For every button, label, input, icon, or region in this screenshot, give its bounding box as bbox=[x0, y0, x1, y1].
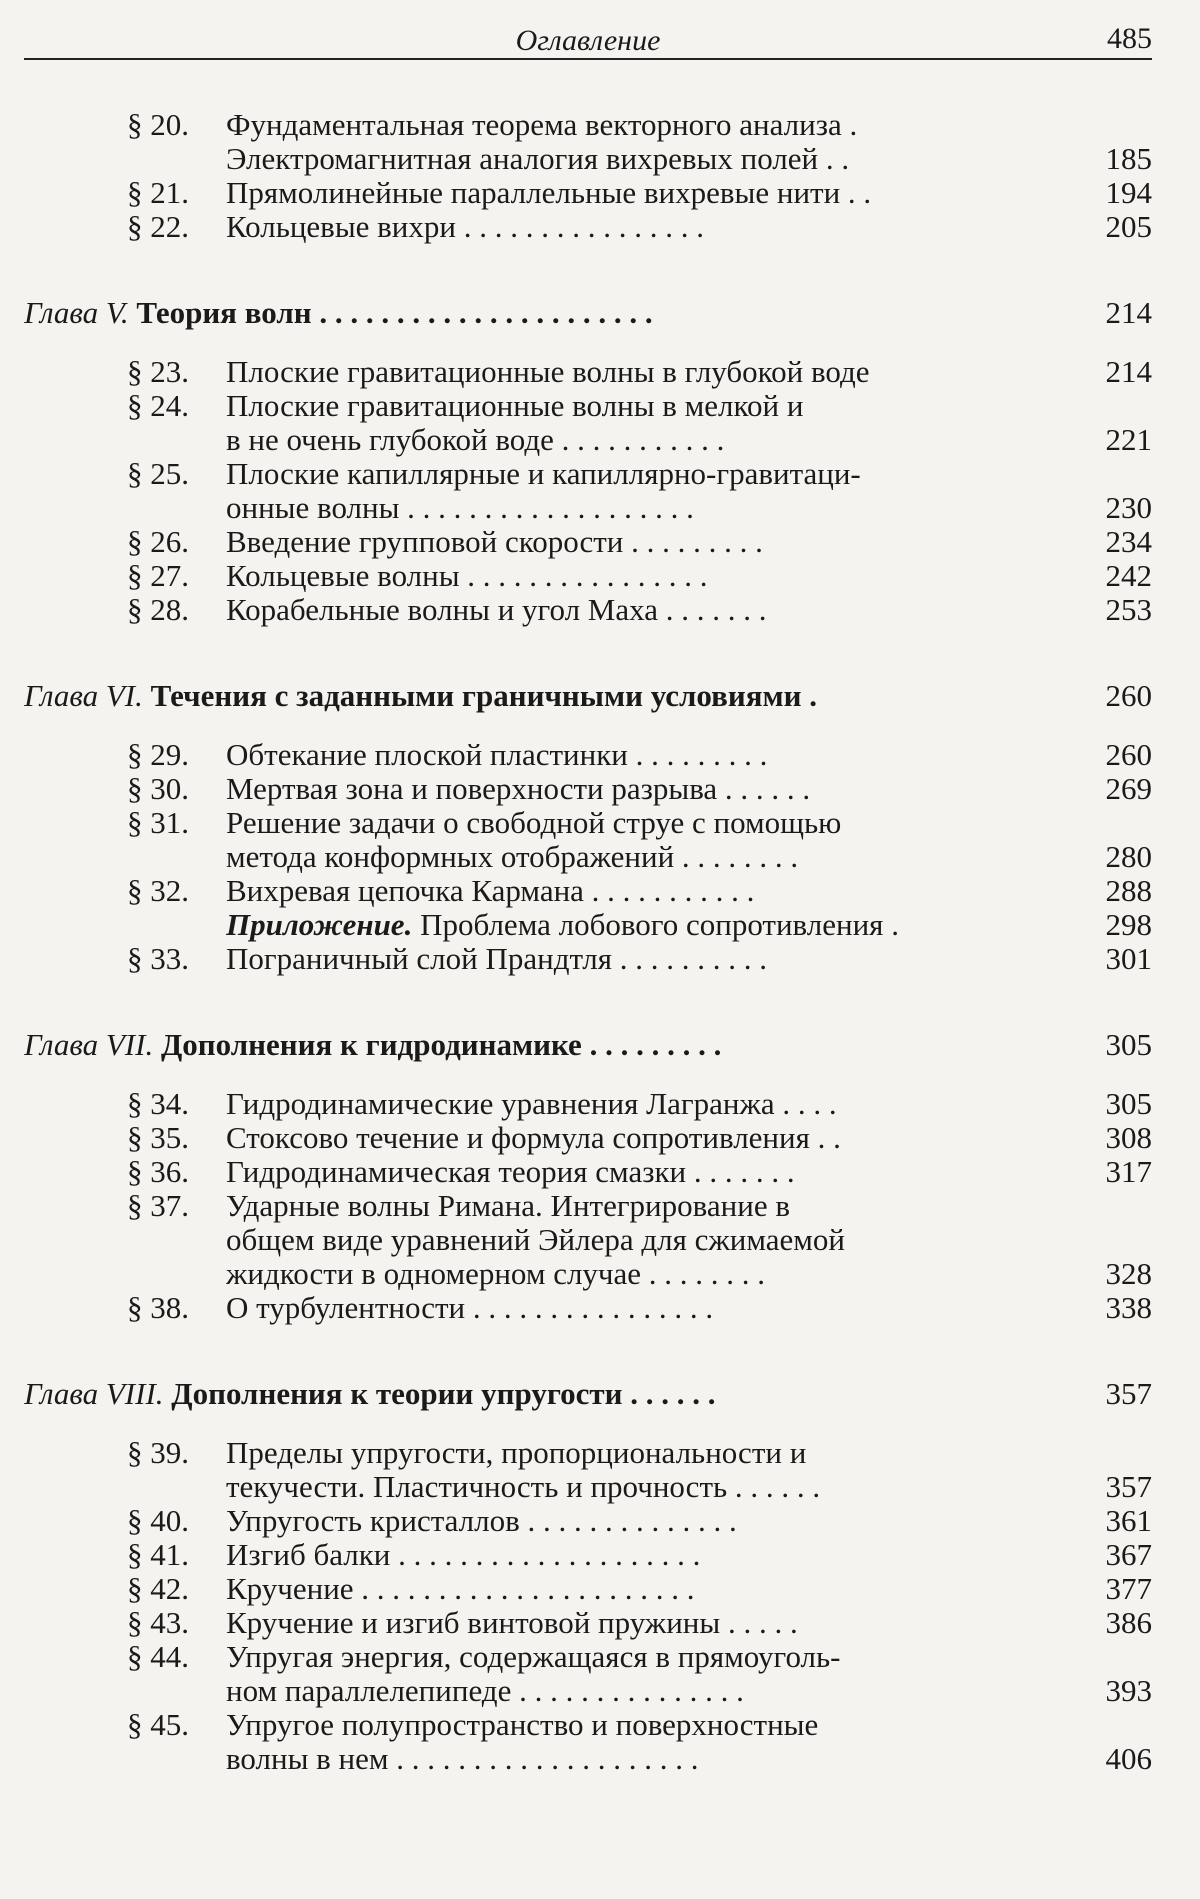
appendix-label: Приложение. bbox=[226, 908, 413, 942]
entry-title: Гидродинамическая теория смазки . . . . . . . bbox=[226, 1155, 795, 1189]
section-number: § 20. bbox=[127, 107, 189, 142]
entry-title: Гидродинамические уравнения Лагранжа . . . . bbox=[226, 1087, 837, 1121]
toc-section-row[interactable] bbox=[24, 1708, 1152, 1742]
entry-title: Пределы упругости, пропорциональности и bbox=[226, 1436, 807, 1470]
entry-title: метода конформных отображений . . . . . . . . bbox=[226, 840, 799, 874]
section-number: § 36. bbox=[127, 1154, 189, 1189]
section-number: § 25. bbox=[127, 456, 189, 491]
toc-section-row[interactable] bbox=[24, 806, 1152, 840]
entry-title: Вихревая цепочка Кармана . . . . . . . . . . . bbox=[226, 874, 755, 908]
toc-chapter-row[interactable] bbox=[24, 1028, 1152, 1062]
entry-title: Мертвая зона и поверхности разрыва . . . . . . bbox=[226, 772, 811, 806]
page-ref: 194 bbox=[1105, 175, 1152, 210]
spacer bbox=[24, 1325, 1152, 1377]
running-title: Оглавление bbox=[515, 24, 661, 57]
chapter-name: Дополнения к теории упругости . . . . . . bbox=[171, 1377, 716, 1411]
entry-title: Плоские капиллярные и капиллярно-гравитаци- bbox=[226, 457, 861, 491]
page-ref: 377 bbox=[1105, 1571, 1152, 1606]
toc-continuation-row[interactable] bbox=[24, 1257, 1152, 1291]
section-number: § 33. bbox=[127, 941, 189, 976]
spacer bbox=[24, 976, 1152, 1028]
page-ref: 305 bbox=[1105, 1027, 1152, 1062]
section-number: § 35. bbox=[127, 1120, 189, 1155]
chapter-label: Глава V. bbox=[24, 296, 129, 330]
page-ref: 328 bbox=[1105, 1256, 1152, 1291]
section-number: § 23. bbox=[127, 354, 189, 389]
toc-section-row[interactable] bbox=[24, 942, 1152, 976]
chapter-name: Теория волн . . . . . . . . . . . . . . . . . . . . . . bbox=[136, 296, 653, 330]
page-ref: 260 bbox=[1105, 678, 1152, 713]
spacer bbox=[24, 330, 1152, 355]
page-ref: 214 bbox=[1105, 295, 1152, 330]
table-of-contents bbox=[24, 108, 1152, 1776]
section-number: § 43. bbox=[127, 1605, 189, 1640]
chapter-name: Течения с заданными граничными условиями . bbox=[150, 679, 818, 713]
entry-title: волны в нем . . . . . . . . . . . . . . . . . . . . bbox=[226, 1742, 699, 1776]
entry-title: Кручение . . . . . . . . . . . . . . . . . . . . . . bbox=[226, 1572, 695, 1606]
chapter-title bbox=[24, 296, 1064, 330]
entry-title: Плоские гравитационные волны в глубокой воде bbox=[226, 355, 870, 389]
page-ref: 234 bbox=[1105, 524, 1152, 559]
page-ref: 253 bbox=[1105, 592, 1152, 627]
page-ref: 386 bbox=[1105, 1605, 1152, 1640]
toc-chapter-row[interactable] bbox=[24, 296, 1152, 330]
appendix-text: Проблема лобового сопротивления . bbox=[420, 908, 899, 942]
spacer bbox=[24, 627, 1152, 679]
toc-section-row[interactable] bbox=[24, 1572, 1152, 1606]
entry-title: Обтекание плоской пластинки . . . . . . . . . bbox=[226, 738, 768, 772]
entry-title: Плоские гравитационные волны в мелкой и bbox=[226, 389, 804, 423]
chapter-title bbox=[24, 679, 1064, 713]
entry-title: Кручение и изгиб винтовой пружины . . . . . bbox=[226, 1606, 798, 1640]
page-ref: 305 bbox=[1105, 1086, 1152, 1121]
toc-section-row[interactable] bbox=[24, 1087, 1152, 1121]
section-number: § 40. bbox=[127, 1503, 189, 1538]
toc-section-row[interactable] bbox=[24, 1436, 1152, 1470]
entry-title: Упругое полупространство и поверхностные bbox=[226, 1708, 819, 1742]
toc-appendix-row[interactable] bbox=[24, 908, 1152, 942]
toc-section-row[interactable] bbox=[24, 108, 1152, 142]
section-number: § 38. bbox=[127, 1290, 189, 1325]
toc-section-row[interactable] bbox=[24, 525, 1152, 559]
toc-section-row[interactable] bbox=[24, 210, 1152, 244]
entry-title: Кольцевые волны . . . . . . . . . . . . . . . . bbox=[226, 559, 708, 593]
section-number: § 26. bbox=[127, 524, 189, 559]
page-number: 485 bbox=[1107, 22, 1152, 55]
toc-section-row[interactable] bbox=[24, 1538, 1152, 1572]
toc-section-row[interactable] bbox=[24, 389, 1152, 423]
toc-section-row[interactable] bbox=[24, 1606, 1152, 1640]
page-ref: 393 bbox=[1105, 1673, 1152, 1708]
section-number: § 45. bbox=[127, 1707, 189, 1742]
section-number: § 21. bbox=[127, 175, 189, 210]
section-number: § 34. bbox=[127, 1086, 189, 1121]
entry-title: общем виде уравнений Эйлера для сжимаемой bbox=[226, 1223, 845, 1257]
entry-title: ном параллелепипеде . . . . . . . . . . . . . . . bbox=[226, 1674, 744, 1708]
page-ref: 221 bbox=[1105, 422, 1152, 457]
toc-continuation-row[interactable] bbox=[24, 491, 1152, 525]
toc-chapter-row[interactable] bbox=[24, 1377, 1152, 1411]
section-number: § 27. bbox=[127, 558, 189, 593]
page-ref: 280 bbox=[1105, 839, 1152, 874]
entry-title: текучести. Пластичность и прочность . . . . . . bbox=[226, 1470, 821, 1504]
toc-section-row[interactable] bbox=[24, 1189, 1152, 1223]
toc-section-row[interactable] bbox=[24, 176, 1152, 210]
page-ref: 205 bbox=[1105, 209, 1152, 244]
toc-continuation-row[interactable] bbox=[24, 1742, 1152, 1776]
section-number: § 32. bbox=[127, 873, 189, 908]
toc-section-row[interactable] bbox=[24, 1640, 1152, 1674]
toc-section-row[interactable] bbox=[24, 772, 1152, 806]
toc-continuation-row[interactable] bbox=[24, 840, 1152, 874]
page-ref: 269 bbox=[1105, 771, 1152, 806]
section-number: § 39. bbox=[127, 1435, 189, 1470]
section-number: § 30. bbox=[127, 771, 189, 806]
section-number: § 29. bbox=[127, 737, 189, 772]
toc-section-row[interactable] bbox=[24, 457, 1152, 491]
toc-section-row[interactable] bbox=[24, 1155, 1152, 1189]
toc-section-row[interactable] bbox=[24, 874, 1152, 908]
page-ref: 367 bbox=[1105, 1537, 1152, 1572]
chapter-title bbox=[24, 1377, 1064, 1411]
entry-title: онные волны . . . . . . . . . . . . . . . . . . . bbox=[226, 491, 694, 525]
entry-title: Фундаментальная теорема векторного анализа . bbox=[226, 108, 858, 142]
page-ref: 288 bbox=[1105, 873, 1152, 908]
entry-title: Электромагнитная аналогия вихревых полей . . bbox=[226, 142, 850, 176]
entry-title: жидкости в одномерном случае . . . . . . . . bbox=[226, 1257, 766, 1291]
page-ref: 338 bbox=[1105, 1290, 1152, 1325]
entry-title: Кольцевые вихри . . . . . . . . . . . . . . . . bbox=[226, 210, 704, 244]
section-number: § 37. bbox=[127, 1188, 189, 1223]
page-ref: 361 bbox=[1105, 1503, 1152, 1538]
page-ref: 185 bbox=[1105, 141, 1152, 176]
spacer bbox=[24, 1411, 1152, 1436]
page-header bbox=[24, 20, 1152, 60]
section-number: § 28. bbox=[127, 592, 189, 627]
chapter-name: Дополнения к гидродинамике . . . . . . . . . bbox=[160, 1028, 722, 1062]
spacer bbox=[24, 1062, 1152, 1087]
toc-section-row[interactable] bbox=[24, 355, 1152, 389]
entry-title: Упругость кристаллов . . . . . . . . . . . . . . bbox=[226, 1504, 737, 1538]
page-ref: 301 bbox=[1105, 941, 1152, 976]
page-ref: 357 bbox=[1105, 1376, 1152, 1411]
page-ref: 242 bbox=[1105, 558, 1152, 593]
section-number: § 41. bbox=[127, 1537, 189, 1572]
toc-section-row[interactable] bbox=[24, 1504, 1152, 1538]
page-ref: 308 bbox=[1105, 1120, 1152, 1155]
chapter-title bbox=[24, 1028, 1064, 1062]
toc-continuation-row[interactable] bbox=[24, 423, 1152, 457]
entry-title: Корабельные волны и угол Маха . . . . . . . bbox=[226, 593, 767, 627]
toc-continuation-row[interactable] bbox=[24, 142, 1152, 176]
page-ref: 317 bbox=[1105, 1154, 1152, 1189]
chapter-label: Глава VI. bbox=[24, 679, 143, 713]
section-number: § 31. bbox=[127, 805, 189, 840]
entry-title: Стоксово течение и формула сопротивления . . bbox=[226, 1121, 841, 1155]
page-ref: 298 bbox=[1105, 907, 1152, 942]
page-ref: 406 bbox=[1105, 1741, 1152, 1776]
section-number: § 44. bbox=[127, 1639, 189, 1674]
toc-section-row[interactable] bbox=[24, 1121, 1152, 1155]
toc-section-row[interactable] bbox=[24, 738, 1152, 772]
entry-title: Изгиб балки . . . . . . . . . . . . . . . . . . . . bbox=[226, 1538, 701, 1572]
page-ref: 214 bbox=[1105, 354, 1152, 389]
entry-title: в не очень глубокой воде . . . . . . . . . . . bbox=[226, 423, 725, 457]
chapter-label: Глава VIII. bbox=[24, 1377, 164, 1411]
entry-title: Пограничный слой Прандтля . . . . . . . . . . bbox=[226, 942, 767, 976]
spacer bbox=[24, 244, 1152, 296]
toc-section-row[interactable] bbox=[24, 559, 1152, 593]
entry-title: Решение задачи о свободной струе с помощью bbox=[226, 806, 842, 840]
toc-continuation-row[interactable] bbox=[24, 1470, 1152, 1504]
entry-title: О турбулентности . . . . . . . . . . . . . . . . bbox=[226, 1291, 714, 1325]
entry-title: Прямолинейные параллельные вихревые нити . . bbox=[226, 176, 872, 210]
toc-section-row[interactable] bbox=[24, 593, 1152, 627]
page-ref: 357 bbox=[1105, 1469, 1152, 1504]
page-ref: 260 bbox=[1105, 737, 1152, 772]
page-ref: 230 bbox=[1105, 490, 1152, 525]
toc-continuation-row[interactable] bbox=[24, 1674, 1152, 1708]
entry-title bbox=[226, 908, 1062, 942]
section-number: § 24. bbox=[127, 388, 189, 423]
section-number: § 22. bbox=[127, 209, 189, 244]
toc-chapter-row[interactable] bbox=[24, 679, 1152, 713]
toc-continuation-row[interactable] bbox=[24, 1223, 1152, 1257]
section-number: § 42. bbox=[127, 1571, 189, 1606]
chapter-label: Глава VII. bbox=[24, 1028, 154, 1062]
entry-title: Ударные волны Римана. Интегрирование в bbox=[226, 1189, 790, 1223]
toc-section-row[interactable] bbox=[24, 1291, 1152, 1325]
entry-title: Введение групповой скорости . . . . . . . . . bbox=[226, 525, 763, 559]
entry-title: Упругая энергия, содержащаяся в прямоуголь- bbox=[226, 1640, 841, 1674]
spacer bbox=[24, 713, 1152, 738]
